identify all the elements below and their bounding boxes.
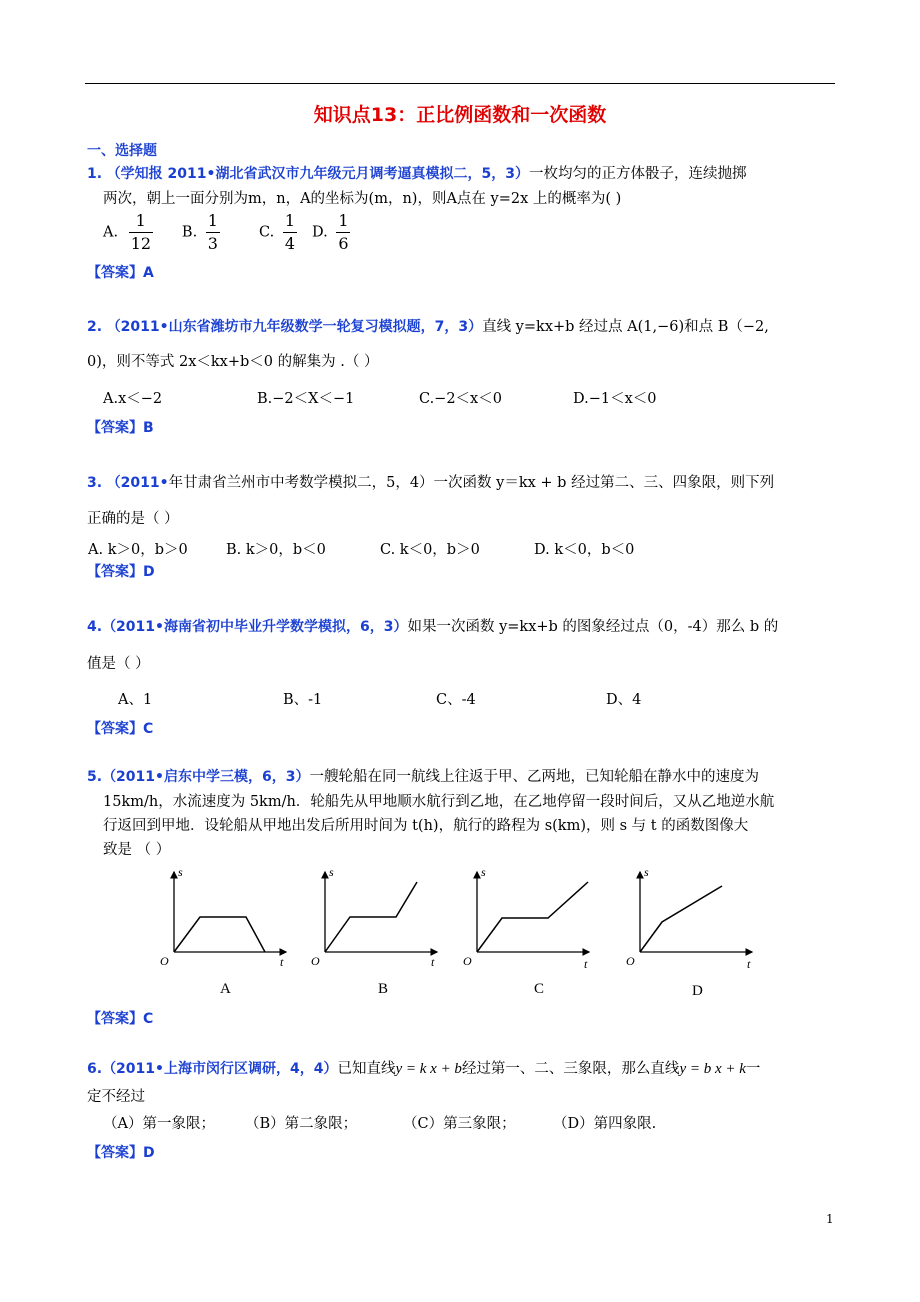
q1-answer-tag: 【答案】 [87, 265, 143, 281]
graph-b-origin: O [311, 954, 320, 968]
q2-line1 [87, 315, 769, 336]
q4-answer [87, 718, 153, 738]
q6-answer [87, 1142, 155, 1162]
q4-option-d: D、4 [606, 692, 642, 708]
q1-number: 1. [87, 166, 103, 182]
q4-line2: 值是（ ） [87, 656, 150, 672]
graph-d-origin: O [626, 954, 635, 968]
q1-option-c-den: 4 [284, 234, 295, 253]
q2-answer-value: B [143, 420, 154, 436]
q1-option-a-label: A. [103, 224, 119, 241]
q3-option-c: C. k＜0，b＞0 [380, 542, 480, 558]
q6-line1 [87, 1057, 760, 1078]
q1-option-d-den: 6 [338, 234, 349, 253]
q1-option-b-num: 1 [206, 210, 220, 233]
graph-a-label: A [220, 981, 231, 997]
q1-option-c-num: 1 [283, 210, 297, 233]
q3-option-b: B. k＞0，b＜0 [226, 542, 326, 558]
graph-a-s-label: s [178, 865, 183, 879]
q3-line2: 正确的是（ ） [87, 511, 179, 527]
q4-answer-tag: 【答案】 [87, 721, 143, 737]
q2-option-d: D.−1＜x＜0 [573, 391, 657, 407]
q2-number: 2. [87, 319, 103, 335]
q4-source: （2011•海南省初中毕业升学数学模拟，6，3） [102, 619, 408, 635]
graph-d-label: D [692, 983, 703, 999]
q5-source: （2011•启东中学三模，6，3） [102, 769, 310, 785]
q6-source: （2011•上海市闵行区调研，4，4） [102, 1061, 338, 1077]
q1-option-b-label: B. [181, 224, 198, 241]
q6-text1b: 经过第一、二、三象限，那么直线 [461, 1061, 680, 1077]
q5-line2: 15km/h，水流速度为 5km/h．轮船先从甲地顺水航行到乙地，在乙地停留一段时间后，又从乙地逆水航 [103, 794, 775, 810]
q5-line4: 致是 （ ） [103, 842, 171, 858]
graph-b-curve [325, 882, 417, 952]
q4-text1: 如果一次函数 y=kx+b 的图象经过点（0，-4）那么 b 的 [407, 619, 779, 635]
graph-a-origin: O [160, 954, 169, 968]
graph-c-label: C [534, 981, 545, 997]
q4-answer-value: C [143, 721, 154, 737]
q1-option-d-num: 1 [336, 210, 350, 233]
q5-answer-tag: 【答案】 [87, 1011, 143, 1027]
q3-number: 3. [87, 475, 103, 491]
q2-option-c: C.−2＜x＜0 [419, 391, 502, 407]
q3-option-d: D. k＜0，b＜0 [534, 542, 635, 558]
q4-number: 4. [87, 619, 103, 635]
q2-answer-tag: 【答案】 [87, 420, 143, 436]
q1-option-a-num: 1 [129, 210, 153, 233]
q3-answer [87, 561, 155, 581]
q1-answer-value: A [143, 265, 154, 281]
q2-source: （2011•山东省潍坊市九年级数学一轮复习模拟题，7，3） [106, 319, 483, 335]
q1-option-d-label: D. [312, 224, 328, 241]
header-rule [85, 83, 835, 84]
q3-text1: 一次函数 y＝kx + b 经过第二、三、四象限，则下列 [433, 475, 775, 491]
q1-answer [87, 262, 154, 282]
q1-option-c-label: C. [259, 224, 275, 241]
q1-source: （学知报 2011•湖北省武汉市九年级元月调考逼真模拟二，5，3） [106, 166, 529, 182]
q3-answer-tag: 【答案】 [87, 564, 143, 580]
graph-b-t-label: t [431, 955, 435, 969]
q2-option-b: B.−2＜X＜−1 [257, 391, 355, 407]
q6-answer-value: D [143, 1145, 155, 1161]
q1-option-c-fraction [283, 210, 297, 255]
graph-d [626, 865, 752, 999]
page-title: 知识点13：正比例函数和一次函数 [313, 104, 607, 126]
graph-b-s-label: s [329, 865, 334, 879]
q2-answer [87, 417, 154, 437]
q6-option-b: （B）第二象限； [245, 1116, 358, 1132]
graph-a-curve [174, 917, 265, 952]
q2-line2: 0)，则不等式 2x＜kx+b＜0 的解集为 .（ ） [87, 354, 379, 370]
q6-text1c: 一 [745, 1061, 761, 1077]
graph-a [160, 865, 286, 997]
q6-answer-tag: 【答案】 [87, 1145, 143, 1161]
q1-option-a-den: 12 [130, 234, 152, 253]
q4-line1 [87, 615, 778, 636]
q1-text1: 一枚均匀的正方体骰子，连续抛掷 [528, 166, 747, 182]
q5-graphs [150, 862, 790, 1002]
graph-d-s-label: s [644, 865, 649, 879]
q6-option-a: （A）第一象限； [103, 1116, 215, 1132]
q3-line1 [87, 471, 774, 492]
q4-option-a: A、1 [118, 692, 153, 708]
q5-line1 [87, 765, 759, 786]
q1-option-a-fraction [129, 210, 153, 255]
graph-a-t-label: t [280, 955, 284, 969]
q6-option-d: （D）第四象限. [553, 1116, 657, 1132]
q1-options [103, 210, 350, 255]
q6-number: 6. [87, 1061, 103, 1077]
q5-text1: 一艘轮船在同一航线上往返于甲、乙两地，已知轮船在静水中的速度为 [309, 769, 759, 785]
graph-b-label: B [378, 981, 389, 997]
q5-answer-value: C [143, 1011, 154, 1027]
q1-line1 [87, 162, 746, 183]
q2-text1: 直线 y=kx+b 经过点 A(1,−6)和点 B（−2, [482, 319, 769, 335]
q3-answer-value: D [143, 564, 155, 580]
q1-option-b-den: 3 [207, 234, 218, 253]
q6-text1a: 已知直线 [337, 1061, 396, 1077]
q5-number: 5. [87, 769, 103, 785]
q1-option-b-fraction [206, 210, 220, 255]
graph-d-curve [640, 886, 722, 952]
q4-option-b: B、-1 [283, 692, 323, 708]
q3-source: （2011• [106, 475, 169, 491]
graph-c-t-label: t [584, 957, 588, 971]
graph-c-s-label: s [481, 865, 486, 879]
q5-answer [87, 1008, 153, 1028]
graph-d-t-label: t [747, 957, 751, 971]
q1-line2: 两次，朝上一面分别为m，n，A的坐标为(m，n)，则A点在 y=2x 上的概率为( ) [103, 191, 622, 207]
q3-source2: 年甘肃省兰州市中考数学模拟二，5，4） [168, 475, 434, 491]
graph-c [463, 865, 589, 997]
q4-option-c: C、-4 [436, 692, 476, 708]
page-number: 1 [826, 1212, 834, 1226]
q1-option-d-fraction [336, 210, 350, 255]
graph-b [311, 865, 437, 997]
q6-option-c: （C）第三象限； [403, 1116, 516, 1132]
q6-line2: 定不经过 [87, 1089, 145, 1105]
graph-c-curve [477, 882, 588, 952]
q6-equation-2: y = b x + k [679, 1061, 746, 1077]
q3-option-a: A. k＞0，b＞0 [88, 542, 188, 558]
section-heading: 一、选择题 [87, 143, 157, 159]
graph-c-origin: O [463, 954, 472, 968]
q5-line3: 行返回到甲地．设轮船从甲地出发后所用时间为 t(h)，航行的路程为 s(km)，则 s 与 t 的函数图像大 [103, 818, 749, 834]
q6-equation-1: y = k x + b [395, 1061, 462, 1077]
q2-option-a: A.x＜−2 [103, 391, 163, 407]
